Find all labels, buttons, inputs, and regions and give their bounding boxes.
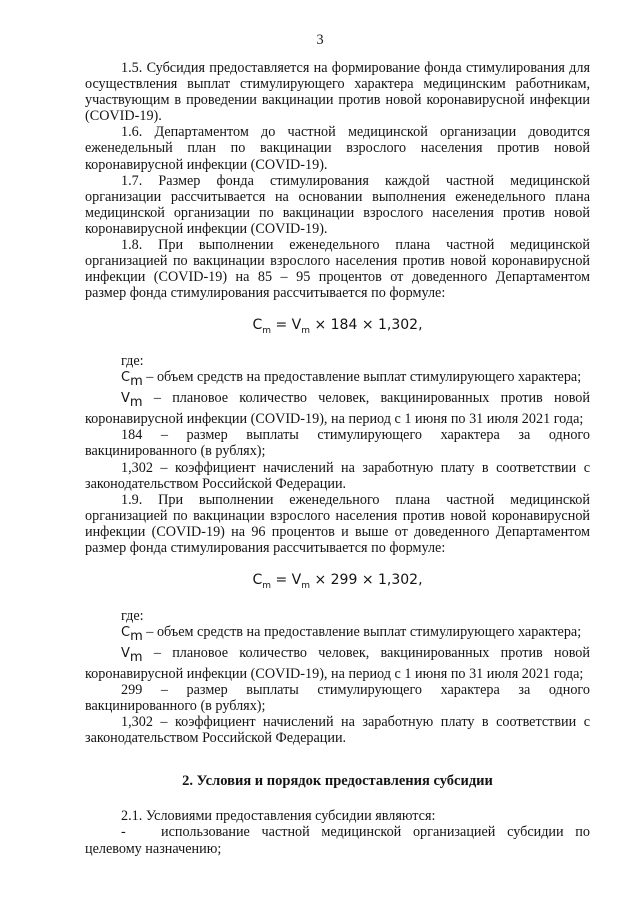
formula-1-eq: = — [271, 317, 292, 334]
paragraph-2-1: 2.1. Условиями предоставления субсидии являются: — [121, 808, 436, 825]
cm-symbol-sub: m — [130, 628, 143, 644]
formula-2-v: V — [291, 572, 302, 589]
formula-1-v: V — [291, 317, 302, 334]
where-label-2: где: — [121, 607, 144, 624]
formula-1-lhs: C — [252, 317, 263, 334]
vm-text: – плановое количество человек, вакцинированных против новой коронавирусной инфекции (COVID-19), на период с 1 июня по 31 июля 2021 года; — [85, 390, 590, 428]
vm-symbol-sub: m — [129, 395, 143, 411]
definition-cm-1 — [85, 369, 590, 390]
vm-symbol-sub: m — [129, 649, 143, 665]
definition-cm-2 — [85, 624, 590, 645]
definition-vm-1 — [85, 390, 590, 427]
definition-coef-1: 1,302 – коэффициент начислений на заработную плату в соответствии с законодательством Российской Федерации. — [85, 459, 590, 492]
where-label-1: где: — [121, 353, 144, 370]
page-number: 3 — [316, 32, 324, 48]
bullet-item-1 — [85, 824, 590, 856]
vm-symbol: V — [121, 645, 130, 661]
cm-symbol: C — [121, 625, 131, 641]
vm-text: – плановое количество человек, вакцинированных против новой коронавирусной инфекции (COVID-19), на период с 1 июня по 31 июля 2021 года; — [85, 644, 590, 682]
formula-1-rest: × 184 × 1,302, — [310, 317, 423, 334]
cm-symbol: C — [121, 370, 131, 386]
formula-2-rest: × 299 × 1,302, — [310, 572, 423, 589]
paragraph-1-8: 1.8. При выполнении еженедельного плана частной медицинской организацией по вакцинации взрослого населения против новой коронавирусной инфекции (COVID-19) на 85 – 95 процентов от доведенного Департаментом размер фонда стимулирования рассчитывается по формуле: — [85, 237, 590, 302]
formula-1-v-sub: m — [301, 326, 311, 337]
formula-2-lhs-sub: m — [262, 580, 272, 591]
paragraph-1-6: 1.6. Департаментом до частной медицинской организации доводится еженедельный план по вакцинации взрослого населения против новой коронавирусной инфекции (COVID-19). — [85, 124, 590, 173]
definition-vm-2 — [85, 645, 590, 682]
bullet-item-1-text: использование частной медицинской организацией субсидии по целевому назначению; — [85, 824, 590, 857]
definition-amount-2: 299 – размер выплаты стимулирующего характера за одного вакцинированного (в рублях); — [85, 682, 590, 715]
paragraph-1-5: 1.5. Субсидия предоставляется на формирование фонда стимулирования для осуществления выплат стимулирующего характера медицинским работникам, участвующим в проведении вакцинации против новой коронавирусной инфекции (COVID-19). — [85, 60, 590, 125]
paragraph-1-9: 1.9. При выполнении еженедельного плана частной медицинской организацией по вакцинации взрослого населения против новой коронавирусной инфекции (COVID-19) на 96 процентов и выше от доведенного Департаментом размер фонда стимулирования рассчитывается по формуле: — [85, 491, 590, 556]
vm-symbol: V — [121, 391, 130, 407]
formula-2-eq: = — [271, 572, 292, 589]
definition-amount-1: 184 – размер выплаты стимулирующего характера за одного вакцинированного (в рублях); — [85, 427, 590, 460]
formula-1 — [85, 317, 590, 339]
document-body — [85, 60, 590, 857]
formula-2 — [85, 572, 590, 594]
formula-2-lhs: C — [252, 572, 263, 589]
bullet-dash: - — [121, 824, 126, 841]
formula-2-v-sub: m — [301, 580, 311, 591]
cm-symbol-sub: m — [130, 374, 143, 390]
cm-text: – объем средств на предоставление выплат стимулирующего характера; — [142, 369, 582, 386]
cm-text: – объем средств на предоставление выплат стимулирующего характера; — [142, 624, 582, 641]
formula-1-lhs-sub: m — [262, 326, 272, 337]
paragraph-1-7: 1.7. Размер фонда стимулирования каждой частной медицинской организации рассчитывается на основании выполнения еженедельного плана медицинской организации по вакцинации взрослого населения против новой коронавирусной инфекции (COVID-19). — [85, 172, 590, 237]
section-2-heading: 2. Условия и порядок предоставления субсидии — [182, 773, 493, 790]
definition-coef-2: 1,302 – коэффициент начислений на заработную плату в соответствии с законодательством Российской Федерации. — [85, 714, 590, 747]
